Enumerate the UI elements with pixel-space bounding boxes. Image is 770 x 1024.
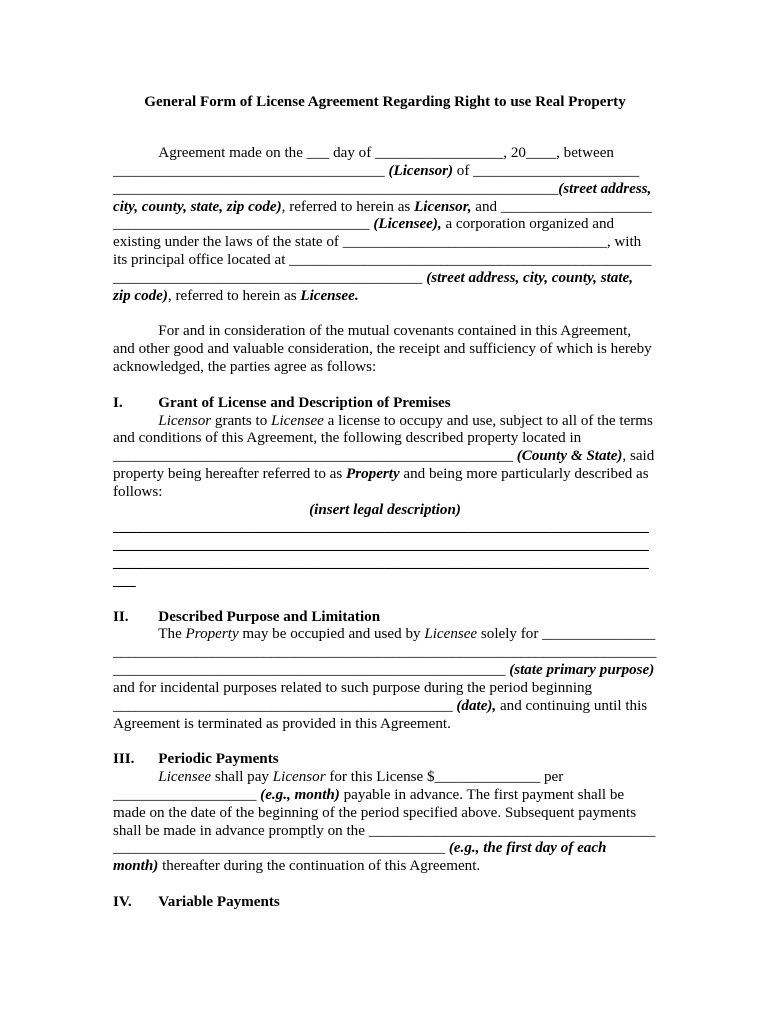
text-run: Property [346, 465, 400, 482]
text-run: (Licensee), [369, 216, 442, 233]
fill-in-blank: _______________ [542, 626, 656, 643]
section-heading [113, 609, 657, 627]
paragraph-spacer [113, 377, 657, 395]
paragraph-spacer [113, 733, 657, 751]
fill-in-blank: _____________________________________________ [113, 697, 453, 714]
text-line [113, 680, 657, 698]
text-run: , referred to herein as [167, 287, 301, 304]
text-run: solely for [477, 626, 543, 643]
text-line [113, 252, 657, 270]
text-line [113, 823, 657, 841]
fill-in-blank: ___________________________________________________________ [113, 180, 559, 197]
text-run: , 20 [503, 145, 526, 162]
text-run: Licensor, [414, 198, 472, 215]
text-run: made on the date of the beginning of the period specified above. Subsequent payments [113, 804, 637, 821]
text-run: payable in advance. The first payment shall be [339, 786, 625, 803]
text-line [113, 216, 657, 234]
instruction-note [113, 502, 657, 520]
paragraph-spacer [113, 591, 657, 609]
text-run: (date), [452, 697, 497, 714]
fill-in-blank: ________________________________________________________________________ [113, 644, 657, 661]
text-run: may be occupied and used by [238, 626, 425, 643]
text-line [113, 359, 657, 377]
fill-in-blank: ____________________________________________________ [113, 662, 506, 679]
text-run: its principal office located at [113, 252, 290, 269]
text-run: and conditions of this Agreement, the following described property located in [113, 430, 582, 447]
text-run: (Licensor) [384, 162, 454, 179]
blank-lines [113, 519, 657, 590]
text-line [113, 502, 657, 520]
document-content [113, 94, 657, 912]
fill-in-blank: ____________________________________ [113, 162, 385, 179]
text-run: per [540, 769, 564, 786]
text-run: acknowledged, the parties agree as follows: [113, 359, 377, 376]
section-number: II. [113, 608, 129, 625]
text-run: Agreement is terminated as provided in this Agreement. [113, 715, 451, 732]
text-line [113, 484, 657, 502]
text-line [113, 626, 657, 644]
text-line [113, 769, 657, 787]
section-title: Described Purpose and Limitation [158, 608, 381, 625]
text-run: shall be made in advance promptly on the [113, 822, 369, 839]
text-line [113, 698, 657, 716]
text-line [113, 644, 657, 662]
fill-in-blank: ___________________________________ [342, 234, 607, 251]
fill-in-blank: ___ [306, 145, 330, 162]
text-line [113, 341, 657, 359]
text-run: Licensee. [300, 287, 359, 304]
text-run: thereafter during the continuation of this Agreement. [158, 858, 481, 875]
text-run: Property [185, 626, 239, 643]
fill-in-blank: ____________________________________________ [113, 840, 446, 857]
text-line [113, 858, 657, 876]
text-run: Licensee [271, 412, 324, 429]
text-run: (County & State) [512, 448, 623, 465]
text-line [113, 270, 657, 288]
text-line [113, 288, 657, 306]
text-run: Licensor [272, 769, 326, 786]
text-run: and for incidental purposes related to such purpose during the period beginning [113, 679, 593, 696]
text-run: a corporation organized and [441, 216, 615, 233]
fill-in-blank: _____________________________________________________ [113, 448, 513, 465]
text-run: Licensee [424, 626, 478, 643]
text-run: (insert legal description) [309, 501, 461, 518]
text-run: (street address, [558, 180, 652, 197]
text-run: The [158, 626, 186, 643]
text-run: follows: [113, 483, 163, 500]
text-run: Licensor [158, 412, 212, 429]
text-line [113, 716, 657, 734]
section-number: IV. [113, 893, 132, 910]
paragraph [113, 769, 657, 876]
text-line [113, 466, 657, 484]
fill-in-blank: ___ [113, 572, 136, 589]
text-line [113, 163, 657, 181]
section-heading [113, 894, 657, 912]
text-line [113, 537, 657, 555]
text-line [113, 555, 657, 573]
fill-in-blank: _________________________________________ [113, 269, 423, 286]
text-line [113, 413, 657, 431]
text-line [113, 840, 657, 858]
text-line [113, 430, 657, 448]
text-run: , with [606, 234, 642, 251]
section-number: III. [113, 751, 135, 768]
paragraph [113, 145, 657, 305]
text-run: , referred to herein as [281, 198, 415, 215]
text-run: property being hereafter referred to as [113, 465, 346, 482]
text-line [113, 787, 657, 805]
text-line [113, 519, 657, 537]
text-run: grants to [211, 412, 272, 429]
section-heading [113, 395, 657, 413]
text-line [113, 573, 657, 591]
section-title: Grant of License and Description of Premises [158, 394, 451, 411]
text-run: of [453, 162, 474, 179]
paragraph-spacer [113, 876, 657, 894]
text-run: and other good and valuable consideration, the receipt and sufficiency of which is hereby [113, 341, 652, 358]
fill-in-blank: ____ [525, 145, 557, 162]
paragraph [113, 413, 657, 502]
fill-in-blank: _________________ [375, 145, 504, 162]
text-run: , said [622, 448, 655, 465]
text-run: and [471, 198, 501, 215]
text-run: (e.g., month) [256, 786, 340, 803]
text-run: month) [113, 858, 159, 875]
text-run: a license to occupy and use, subject to all of the terms [323, 412, 653, 429]
text-run: For and in consideration of the mutual covenants contained in this Agreement, [158, 323, 632, 340]
fill-in-blank: __________________________________ [113, 216, 370, 233]
fill-in-blank: ______________ [434, 769, 541, 786]
text-run: and being more particularly described as [399, 465, 649, 482]
text-line [113, 234, 657, 252]
fill-in-blank: ______________________ [473, 162, 640, 179]
section-number: I. [113, 394, 123, 411]
text-line [113, 199, 657, 217]
section-title: Periodic Payments [158, 751, 279, 768]
text-run: Agreement made on the [158, 145, 307, 162]
text-line [113, 145, 657, 163]
text-run: for this License $ [325, 769, 435, 786]
fill-in-blank: ______________________________________ [368, 822, 656, 839]
fill-in-blank: _______________________________________________________________________ [113, 519, 649, 536]
paragraph-spacer [113, 306, 657, 324]
paragraph [113, 323, 657, 376]
text-run: shall pay [211, 769, 273, 786]
text-line [113, 662, 657, 680]
text-run: city, county, state, zip code) [113, 198, 282, 215]
text-run: (street address, city, county, state, [422, 269, 634, 286]
document-body [113, 145, 657, 912]
text-run: (e.g., the first day of each [445, 840, 607, 857]
fill-in-blank: _______________________________________________________________________ [113, 555, 649, 572]
section-title: Variable Payments [158, 893, 280, 910]
text-run: and continuing until this [496, 697, 648, 714]
text-line [113, 448, 657, 466]
document-title: General Form of License Agreement Regarding Right to use Real Property [144, 94, 626, 111]
text-line [113, 181, 657, 199]
text-line [113, 805, 657, 823]
text-run: zip code) [113, 287, 168, 304]
text-run: day of [329, 145, 375, 162]
text-line [113, 323, 657, 341]
text-run: , between [556, 145, 614, 162]
paragraph [113, 626, 657, 733]
fill-in-blank: _______________________________________________________________________ [113, 537, 649, 554]
text-run: existing under the laws of the state of [113, 234, 343, 251]
fill-in-blank: ____________________ [500, 198, 652, 215]
fill-in-blank: ________________________________________________ [289, 252, 652, 269]
text-run: Licensee [158, 769, 212, 786]
fill-in-blank: ___________________ [113, 786, 257, 803]
section-heading [113, 751, 657, 769]
text-run: (state primary purpose) [505, 662, 655, 679]
